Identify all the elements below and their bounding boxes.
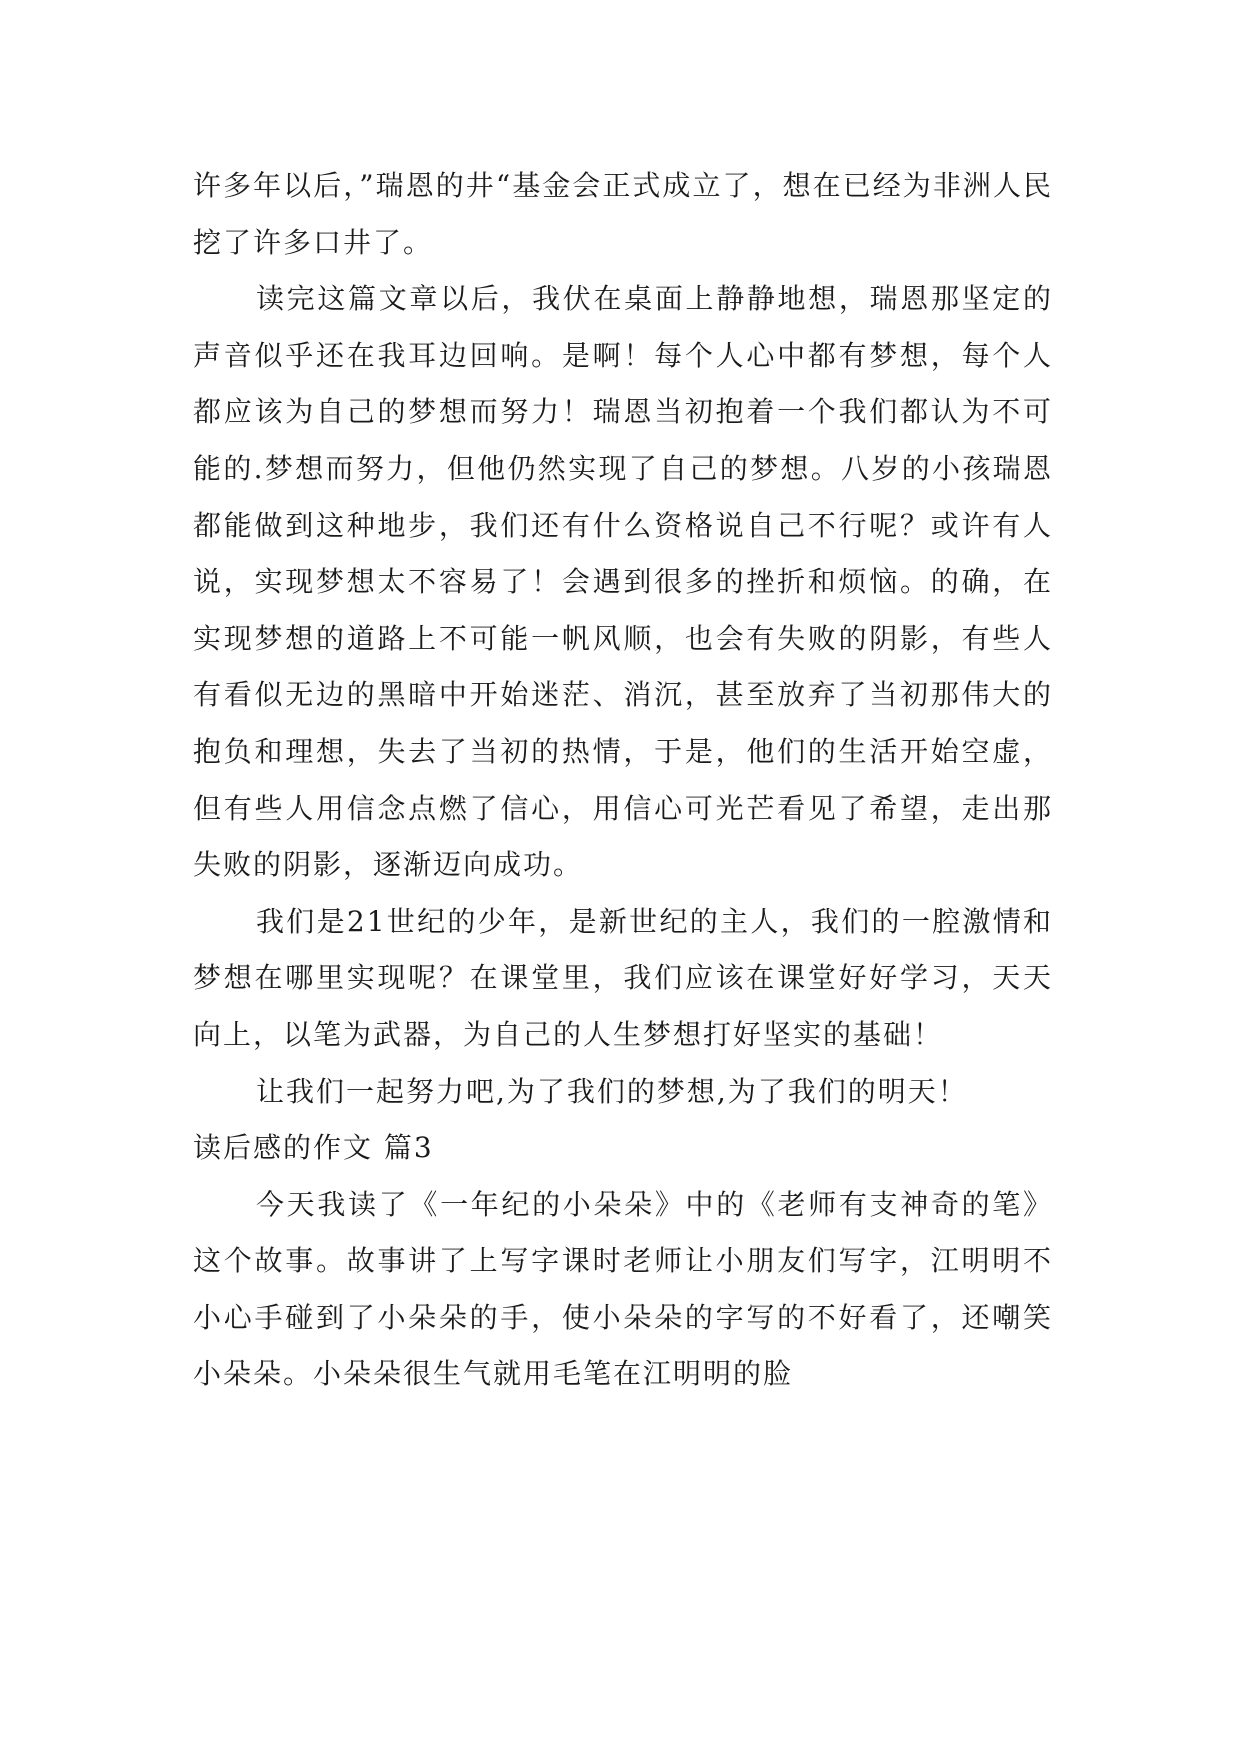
section-heading: 读后感的作文 篇3 [193, 1131, 434, 1165]
paragraph-2: 读完这篇文章以后，我伏在桌面上静静地想，瑞恩那坚定的声音似乎还在我耳边回响。是啊！每个人心中都有梦想，每个人都应该为自己的梦想而努力！瑞恩当初抱着一个我们都认为不可能的.梦想而努力，但他仍然实现了自己的梦想。八岁的小孩瑞恩都能做到这种地步，我们还有什么资格说自己不行呢？或许有人说，实现梦想太不容易了！会遇到很多的挫折和烦恼。的确，在实现梦想的道路上不可能一帆风顺，也会有失败的阴影，有些人有看似无边的黑暗中开始迷茫、消沉，甚至放弃了当初那伟大的抱负和理想，失去了当初的热情，于是，他们的生活开始空虚，但有些人用信念点燃了信心，用信心可光芒看见了希望，走出那失败的阴影，逐渐迈向成功。 [193, 282, 1053, 882]
paragraph-1: 许多年以后，”瑞恩的井“基金会正式成立了，想在已经为非洲人民挖了许多口井了。 [193, 169, 1053, 259]
paragraph-4: 让我们一起努力吧,为了我们的梦想,为了我们的明天！ [256, 1074, 968, 1108]
paragraph-3: 我们是21世纪的少年，是新世纪的主人，我们的一腔激情和梦想在哪里实现呢？在课堂里，我们应该在课堂好好学习，天天向上，以笔为武器，为自己的人生梦想打好坚实的基础！ [193, 904, 1053, 1051]
document-page [193, 158, 1053, 1403]
paragraph-5: 今天我读了《一年纪的小朵朵》中的《老师有支神奇的笔》这个故事。故事讲了上写字课时老师让小朋友们写字，江明明不小心手碰到了小朵朵的手，使小朵朵的字写的不好看了，还嘲笑小朵朵。小朵朵很生气就用毛笔在江明明的脸 [193, 1187, 1053, 1391]
